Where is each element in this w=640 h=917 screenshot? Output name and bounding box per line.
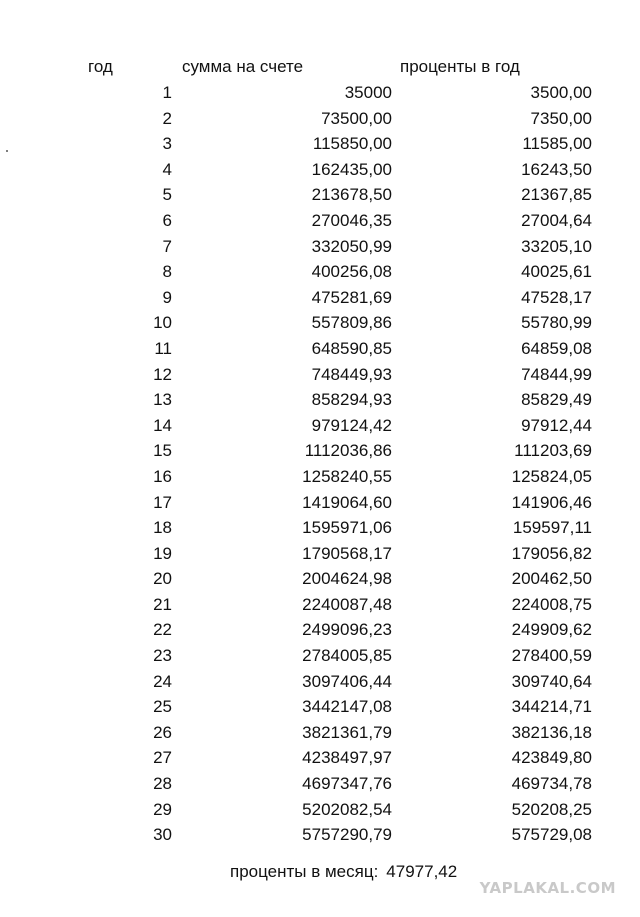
account-sum-cell: 4238497,97 <box>302 748 392 768</box>
year-cell: 5 <box>162 185 172 205</box>
account-sum-cell: 332050,99 <box>311 236 392 256</box>
year-cell: 28 <box>153 774 172 794</box>
account-sum-cell: 858294,93 <box>311 390 392 410</box>
yearly-interest-cell: 141906,46 <box>511 492 592 512</box>
year-cell: 16 <box>153 466 172 486</box>
account-sum-cell: 270046,35 <box>311 210 392 230</box>
year-cell: 17 <box>153 492 172 512</box>
table-row <box>0 797 640 823</box>
account-sum-cell: 475281,69 <box>311 287 392 307</box>
year-cell: 27 <box>153 748 172 768</box>
data-table <box>0 80 640 848</box>
table-row <box>0 80 640 106</box>
account-sum-cell: 5202082,54 <box>302 799 392 819</box>
year-cell: 7 <box>162 236 172 256</box>
table-row <box>0 464 640 490</box>
yearly-interest-cell: 159597,11 <box>512 518 592 538</box>
yearly-interest-cell: 111203,69 <box>514 441 592 461</box>
yearly-interest-cell: 179056,82 <box>511 543 592 563</box>
table-row <box>0 234 640 260</box>
table-row <box>0 694 640 720</box>
table-row <box>0 720 640 746</box>
year-cell: 30 <box>153 825 172 845</box>
table-row <box>0 259 640 285</box>
yearly-interest-cell: 520208,25 <box>511 799 592 819</box>
year-cell: 18 <box>153 518 172 538</box>
yearly-interest-cell: 200462,50 <box>511 569 592 589</box>
yearly-interest-cell: 309740,64 <box>511 671 592 691</box>
yearly-interest-cell: 423849,80 <box>511 748 592 768</box>
scan-speck <box>6 150 8 152</box>
yearly-interest-cell: 382136,18 <box>511 722 592 742</box>
year-cell: 24 <box>153 671 172 691</box>
yearly-interest-cell: 55780,99 <box>521 313 592 333</box>
year-cell: 14 <box>153 415 172 435</box>
year-cell: 4 <box>162 159 172 179</box>
account-sum-cell: 2499096,23 <box>302 620 392 640</box>
header-yearly-interest: проценты в год <box>400 57 520 76</box>
account-sum-cell: 1790568,17 <box>302 543 392 563</box>
header-account-sum: сумма на счете <box>182 57 304 76</box>
yearly-interest-cell: 21367,85 <box>521 185 592 205</box>
table-row <box>0 771 640 797</box>
yearly-interest-cell: 97912,44 <box>521 415 592 435</box>
account-sum-cell: 73500,00 <box>321 108 392 128</box>
account-sum-cell: 400256,08 <box>311 262 392 282</box>
account-sum-cell: 213678,50 <box>311 185 392 205</box>
table-row <box>0 413 640 439</box>
year-cell: 11 <box>154 338 172 358</box>
account-sum-cell: 115850,00 <box>312 134 392 154</box>
year-cell: 22 <box>153 620 172 640</box>
year-cell: 13 <box>153 390 172 410</box>
year-cell: 3 <box>162 134 172 154</box>
table-row <box>0 285 640 311</box>
monthly-interest-value: 47977,42 <box>386 862 458 881</box>
yearly-interest-cell: 74844,99 <box>521 364 592 384</box>
year-cell: 12 <box>153 364 172 384</box>
year-cell: 26 <box>153 722 172 742</box>
table-row <box>0 745 640 771</box>
account-sum-cell: 1595971,06 <box>302 518 392 538</box>
yearly-interest-cell: 47528,17 <box>521 287 592 307</box>
watermark-logo: YAPLAKAL.COM <box>479 879 616 897</box>
table-row <box>0 617 640 643</box>
table-row <box>0 541 640 567</box>
monthly-interest-summary <box>230 860 457 884</box>
yearly-interest-cell: 11585,00 <box>522 134 592 154</box>
header-year: год <box>88 57 113 76</box>
table-row <box>0 362 640 388</box>
table-row <box>0 387 640 413</box>
yearly-interest-cell: 249909,62 <box>511 620 592 640</box>
yearly-interest-cell: 125824,05 <box>511 466 592 486</box>
account-sum-cell: 35000 <box>344 83 392 102</box>
table-row <box>0 131 640 157</box>
table-row <box>0 310 640 336</box>
year-cell: 19 <box>153 543 172 563</box>
account-sum-cell: 4697347,76 <box>302 774 392 794</box>
account-sum-cell: 3097406,44 <box>302 671 392 691</box>
account-sum-cell: 162435,00 <box>311 159 392 179</box>
year-cell: 10 <box>153 313 172 333</box>
yearly-interest-cell: 344214,71 <box>511 697 592 717</box>
yearly-interest-cell: 575729,08 <box>511 825 592 845</box>
yearly-interest-cell: 469734,78 <box>511 774 592 794</box>
account-sum-cell: 748449,93 <box>311 364 392 384</box>
account-sum-cell: 648590,85 <box>311 338 392 358</box>
year-cell: 29 <box>153 799 172 819</box>
table-row <box>0 208 640 234</box>
table-row <box>0 566 640 592</box>
table-row <box>0 515 640 541</box>
year-cell: 15 <box>153 441 172 461</box>
account-sum-cell: 979124,42 <box>311 415 392 435</box>
monthly-interest-label: проценты в месяц: <box>230 862 379 881</box>
table-row <box>0 643 640 669</box>
table-row <box>0 336 640 362</box>
table-row <box>0 438 640 464</box>
year-cell: 21 <box>153 594 172 614</box>
account-sum-cell: 2004624,98 <box>302 569 392 589</box>
table-row <box>0 669 640 695</box>
table-row <box>0 490 640 516</box>
account-sum-cell: 1419064,60 <box>302 492 392 512</box>
yearly-interest-cell: 224008,75 <box>511 594 592 614</box>
yearly-interest-cell: 278400,59 <box>511 646 592 666</box>
account-sum-cell: 1112036,86 <box>304 441 392 461</box>
yearly-interest-cell: 27004,64 <box>521 210 592 230</box>
yearly-interest-cell: 64859,08 <box>521 338 592 358</box>
year-cell: 2 <box>162 108 172 128</box>
year-cell: 23 <box>153 646 172 666</box>
year-cell: 8 <box>162 262 172 282</box>
year-cell: 9 <box>162 287 172 307</box>
year-cell: 20 <box>153 569 172 589</box>
table-row <box>0 822 640 848</box>
year-cell: 25 <box>153 697 172 717</box>
account-sum-cell: 1258240,55 <box>302 466 392 486</box>
yearly-interest-cell: 3500,00 <box>530 83 592 102</box>
account-sum-cell: 3821361,79 <box>302 722 392 742</box>
account-sum-cell: 2240087,48 <box>302 594 392 614</box>
account-sum-cell: 3442147,08 <box>302 697 392 717</box>
yearly-interest-cell: 85829,49 <box>521 390 592 410</box>
yearly-interest-cell: 40025,61 <box>521 262 592 282</box>
account-sum-cell: 557809,86 <box>311 313 392 333</box>
account-sum-cell: 2784005,85 <box>302 646 392 666</box>
table-row <box>0 106 640 132</box>
yearly-interest-cell: 16243,50 <box>521 159 592 179</box>
table-row <box>0 182 640 208</box>
account-sum-cell: 5757290,79 <box>302 825 392 845</box>
table-row <box>0 157 640 183</box>
table-row <box>0 592 640 618</box>
yearly-interest-cell: 7350,00 <box>530 108 592 128</box>
year-cell: 6 <box>162 210 172 230</box>
yearly-interest-cell: 33205,10 <box>521 236 592 256</box>
year-cell: 1 <box>162 83 172 102</box>
